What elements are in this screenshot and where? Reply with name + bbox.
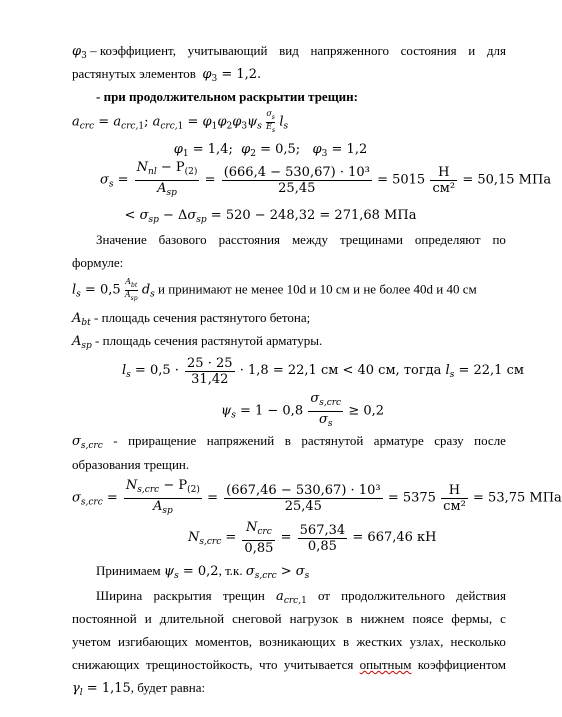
text-word: и: [144, 611, 152, 626]
text-word: напряжений: [206, 433, 275, 448]
text-word: вид: [279, 43, 299, 58]
text-word: определяют: [414, 232, 481, 247]
stress-crc-formula: $\sigma_{s,crc}$ = $\frac{N_{s,crc} - P_{(2)}}{A_{sp}}$ = $\frac{\text{(667,46 − 530,67) · 10³}}{25,45}$ = 5375 $\frac{Н}{\text{см²}}$ = 53,75 МПа: [72, 478, 562, 516]
text-word: что: [258, 657, 278, 672]
paragraph-line: [72, 432, 506, 455]
stress-formula: $\sigma_s$ = $\frac{N_{nl} - P_{(2)}}{A_{sp}}$ = $\frac{\text{(666,4 − 530,67) · 10³}}{25,45}$ = 5015 $\frac{Н}{\text{см²}}$ = 50,15 МПа: [100, 160, 552, 198]
text-word: базового: [158, 232, 207, 247]
psi-formula: $\psi_s = 1 - 0,8$ $\frac{\sigma_{s,crc}}{\sigma_s}$ ≥ 0,2: [221, 391, 385, 429]
text-word: трещинами: [339, 232, 403, 247]
paragraph-line: [72, 610, 506, 627]
fraction-denominator: 0,85: [307, 538, 337, 554]
paragraph-line: [72, 633, 506, 650]
value: = 5015: [377, 172, 426, 188]
text-word: возникающих: [259, 634, 336, 649]
text-word: изгибающих: [117, 634, 188, 649]
text-word: коэффициентом: [417, 657, 506, 672]
fraction-denominator: 0,85: [244, 541, 274, 557]
text-word: учетом: [72, 634, 111, 649]
unit-denominator: см²: [443, 499, 466, 514]
fraction-denominator: 31,42: [191, 371, 229, 387]
text-word: в: [343, 634, 350, 649]
unit-numerator: Н: [430, 165, 457, 181]
text-word: раскрытия: [153, 588, 212, 603]
paragraph-line: [96, 231, 506, 248]
force-formula: $N_{s,crc}$ = $\frac{N_{crc}}{0,85}$ = $\frac{567,34}{0,85}$ = 667,46 кН: [188, 520, 437, 557]
text-word: -: [113, 433, 118, 448]
text-span: - площадь сечения растянутой арматуры.: [95, 333, 323, 348]
paragraph-line: [72, 42, 506, 65]
text-word: действия: [456, 588, 506, 603]
text-word: длительной: [159, 611, 225, 626]
result: = 50,15 МПа: [462, 172, 552, 188]
text-word: $\varphi_3$ – коэффициент,: [72, 43, 176, 61]
text-word: $\sigma_{s,crc}$: [72, 434, 103, 451]
inline-formula: $\varphi_3 = 1,2$.: [202, 67, 262, 84]
text-word: от: [317, 588, 330, 603]
text-word: в: [346, 611, 353, 626]
paragraph-line: образования трещин.: [72, 457, 190, 472]
text-word: поясе: [412, 611, 444, 626]
text-word: нижнем: [360, 611, 405, 626]
text-word: напряженного: [310, 43, 389, 58]
fraction-numerator: 567,34: [299, 522, 346, 538]
text-span: и принимают не менее 10d и 10 см и не более 40d и 40 см: [158, 281, 477, 297]
text-span: растянутых элементов: [72, 66, 196, 81]
text-word: узлах,: [409, 634, 444, 649]
text-word: постоянной: [72, 611, 137, 626]
paragraph-line: Принимаем $\psi_s = 0,2$, т.к. $\sigma_{s,crc} > \sigma_s$: [96, 563, 310, 581]
text-word: фермы,: [451, 611, 493, 626]
spacing-formula: $l_s = 0,5$ · $\frac{25 \cdot 25}{31,42}$ · 1,8 = 22,1 см < 40 см, тогда $l_s = 22,1$ см: [122, 355, 524, 387]
text-word: расстояния: [218, 232, 281, 247]
text-word: состояния: [400, 43, 457, 58]
text-word: трещин: [222, 588, 265, 603]
text-word: учитывается: [283, 657, 354, 672]
text-word: между: [291, 232, 329, 247]
text-word: трещиностойкость,: [145, 657, 253, 672]
formula-line: < $\sigma_{sp} - \Delta\sigma_{sp} = 520 - 248,32 = 271,68$ МПа: [124, 208, 417, 225]
text-word: жестких: [356, 634, 403, 649]
text-word: продолжительного: [341, 588, 445, 603]
fraction-denominator: 25,45: [278, 181, 316, 196]
fraction-numerator: (666,4 − 530,67) · 10³: [223, 165, 370, 180]
formula-line: $a_{crc} = a_{crc,1}$; $a_{crc,1} = \varphi_1\varphi_2\varphi_3\psi_s$ $\frac{\sigma_s}{E_s}$ $l_s$: [72, 109, 289, 134]
paragraph-line: [72, 656, 506, 673]
paragraph-line: [96, 587, 506, 610]
paragraph-line: $A_{bt}$ - площадь сечения растянутого бетона;: [72, 310, 311, 328]
formula-line: $l_s = 0,5$ $A_{bt}$ $A_{sp}$ $d_s$ и принимают не менее 10d и 10 см и не более 40d и 40 см: [72, 277, 477, 302]
text-word: снеговой: [232, 611, 282, 626]
text-word: для: [486, 43, 506, 58]
text-word: $a_{crc,1}$: [276, 589, 307, 606]
text-word: Значение: [96, 232, 147, 247]
text-word: учитывающий: [187, 43, 268, 58]
result: = 667,46 кН: [352, 530, 437, 545]
unit-denominator: см²: [432, 181, 456, 196]
fraction-numerator: (667,46 − 530,67) · 10³: [226, 483, 381, 498]
text-word: в: [284, 433, 291, 448]
unit-numerator: Н: [441, 483, 468, 499]
text-word: Ширина: [96, 588, 143, 603]
paragraph-line: формуле:: [72, 255, 124, 270]
value: = 5375: [387, 490, 436, 506]
text-word: и: [468, 43, 476, 58]
text-word: арматуре: [373, 433, 424, 448]
fraction-numerator: 25 · 25: [187, 355, 233, 371]
text-word: нагрузок: [289, 611, 339, 626]
paragraph-line: [72, 65, 261, 88]
text-word: с: [500, 611, 506, 626]
text-word: сразу: [434, 433, 464, 448]
result: = 53,75 МПа: [473, 490, 562, 506]
text-span: - площадь сечения растянутого бетона;: [94, 310, 311, 325]
text-word: снижающих: [72, 657, 140, 672]
formula-line: $\varphi_1 = 1,4$; $\varphi_2 = 0,5$; $\varphi_3 = 1,2$: [173, 142, 368, 159]
text-word: приращение: [128, 433, 197, 448]
text-word: после: [474, 433, 506, 448]
text-word: растянутой: [301, 433, 364, 448]
spellcheck-word: опытным: [359, 657, 412, 672]
paragraph-line: $A_{sp}$ - площадь сечения растянутой арматуры.: [72, 333, 323, 351]
section-heading: - при продолжительном раскрытии трещин:: [96, 89, 358, 104]
paragraph-line: $\gamma_l = 1,15$, будет равна:: [72, 680, 206, 698]
text-word: несколько: [450, 634, 506, 649]
text-word: по: [492, 232, 506, 247]
text-word: моментов,: [195, 634, 252, 649]
fraction-denominator: 25,45: [284, 499, 322, 514]
